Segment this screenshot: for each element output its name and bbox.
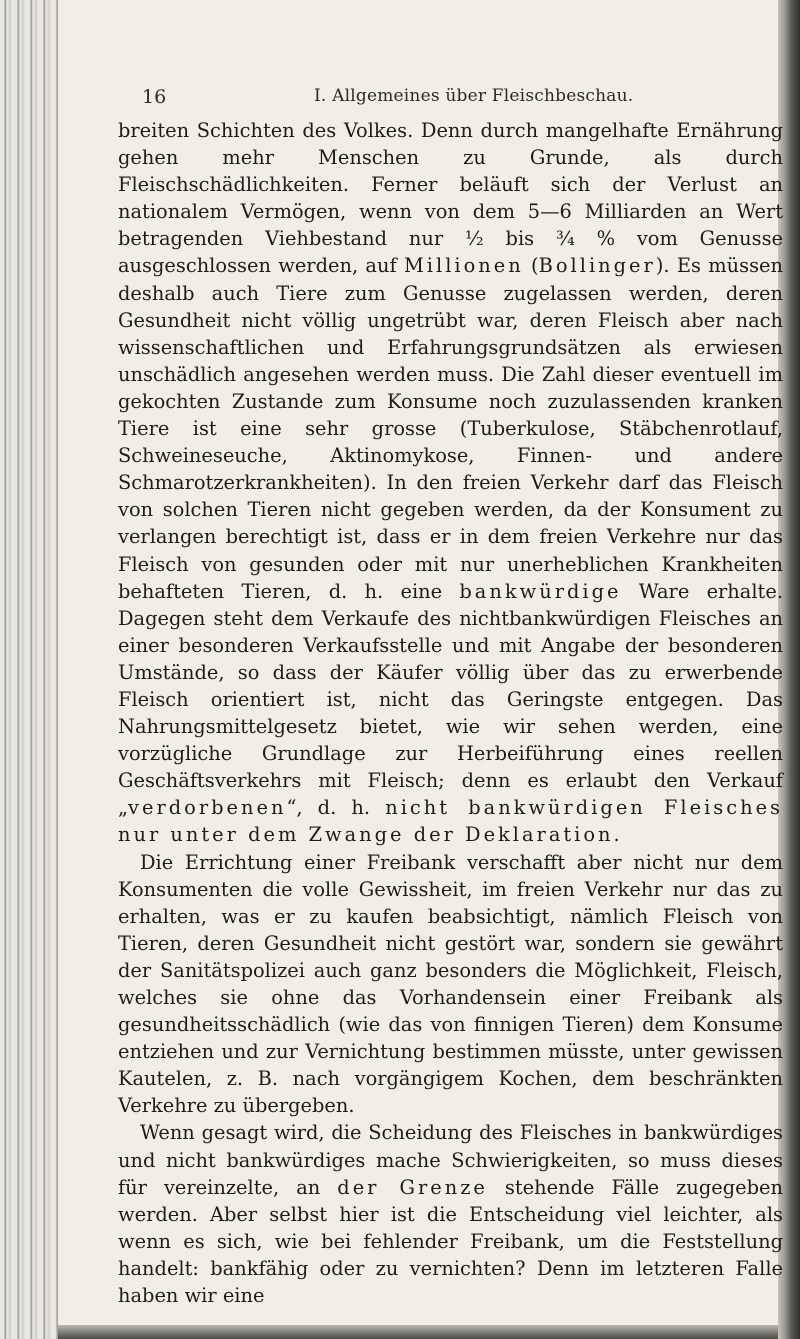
- emphasized-text: der Grenze: [337, 1175, 488, 1199]
- paragraph: [118, 1119, 783, 1309]
- emphasized-text: nicht bankwürdigen Fleisches nur unter dem Zwange der Deklaration: [118, 796, 783, 847]
- emphasized-text: bankwürdige: [459, 579, 622, 603]
- text-segment: ). Es müssen deshalb auch Tiere zum Genusse zugelassen werden, deren Gesundheit nicht völlig ungetrübt war, deren Fleisch aber nach wissenschaftlichen und Erfahrungsgrundsätzen als erwiesen unschädlich angesehen werden muss. Die Zahl dieser eventuell im gekochten Zustande zum Konsume noch zuzulassenden kranken Tiere ist eine sehr grosse (Tuberkulose, Stäbchenrotlauf, Schweineseuche, Aktinomykose, Finnen- und andere Schmarotzerkrankheiten). In den freien Verkehr darf das Fleisch von solchen Tieren nicht gegeben werden, da der Konsument zu verlangen berechtigt ist, dass er in dem freien Verkehre nur das Fleisch von gesunden oder mit nur unerheblichen Krankheiten behafteten Tieren, d. h. eine: [118, 254, 783, 603]
- page-number: 16: [142, 86, 167, 108]
- text-segment: stehende Fälle zugegeben werden. Aber selbst hier ist die Entscheidung viel leichter, als wenn es sich, wie bei fehlender Freibank, um die Feststellung handelt: bankfähig oder zu vernichten? Denn im letzteren Falle haben wir eine: [118, 1175, 783, 1308]
- text-segment: Wenn gesagt wird, die Scheidung des Fleisches in bankwürdiges und nicht bankwürdiges mache Schwierigkeiten, so muss dieses für vereinzelte, an: [118, 1121, 783, 1199]
- text-segment: breiten Schichten des Volkes. Denn durch mangelhafte Ernährung gehen mehr Menschen zu Grunde, als durch Fleischschädlichkeiten. Ferner beläuft sich der Verlust an nationalem Vermögen, wenn von dem 5—6 Milliarden an Wert betragenden Viehbestand nur ½ bis ¾ % vom Genusse ausgeschlossen werden, auf: [118, 119, 783, 278]
- page-header: [58, 86, 778, 112]
- running-head: I. Allgemeines über Fleischbeschau.: [314, 86, 634, 106]
- scan-bottom-edge: [58, 1325, 778, 1339]
- paragraph: [118, 849, 783, 1120]
- scan-binding-edge: [0, 0, 58, 1339]
- emphasized-text: Bollinger: [538, 254, 656, 278]
- text-segment: “, d. h.: [286, 796, 386, 820]
- paragraph: [118, 117, 783, 849]
- body-text: [118, 117, 783, 1309]
- emphasized-text: Millionen: [403, 254, 524, 278]
- text-segment: Ware erhalte. Dagegen steht dem Verkaufe des nichtbankwürdigen Fleisches an einer besonderen Verkaufsstelle und mit Angabe der besonderen Umstände, so dass der Käufer völlig über das zu erwerbende Fleisch orientiert ist, nicht das Geringste entgegen. Das Nahrungsmittelgesetz bietet, wie wir sehen werden, eine vorzügliche Grundlage zur Herbeiführung eines reellen Geschäftsverkehrs mit Fleisch; denn es erlaubt den Verkauf „: [118, 579, 783, 820]
- book-page: [58, 0, 783, 1325]
- text-segment: .: [613, 823, 620, 847]
- emphasized-text: verdorbenen: [128, 796, 287, 820]
- text-segment: Die Errichtung einer Freibank verschafft aber nicht nur dem Konsumenten die volle Gewissheit, im freien Verkehr nur das zu erhalten, was er zu kaufen beabsichtigt, nämlich Fleisch von Tieren, deren Gesundheit nicht gestört war, sondern sie gewährt der Sanitätspolizei auch ganz besonders die Möglichkeit, Fleisch, welches sie ohne das Vorhandensein einer Freibank als gesundheitsschädlich (wie das von finnigen Tieren) dem Konsume entziehen und zur Vernichtung bestimmen müsste, unter gewissen Kautelen, z. B. nach vorgängigem Kochen, dem beschränkten Verkehre zu übergeben.: [118, 850, 783, 1118]
- text-segment: (: [523, 254, 539, 278]
